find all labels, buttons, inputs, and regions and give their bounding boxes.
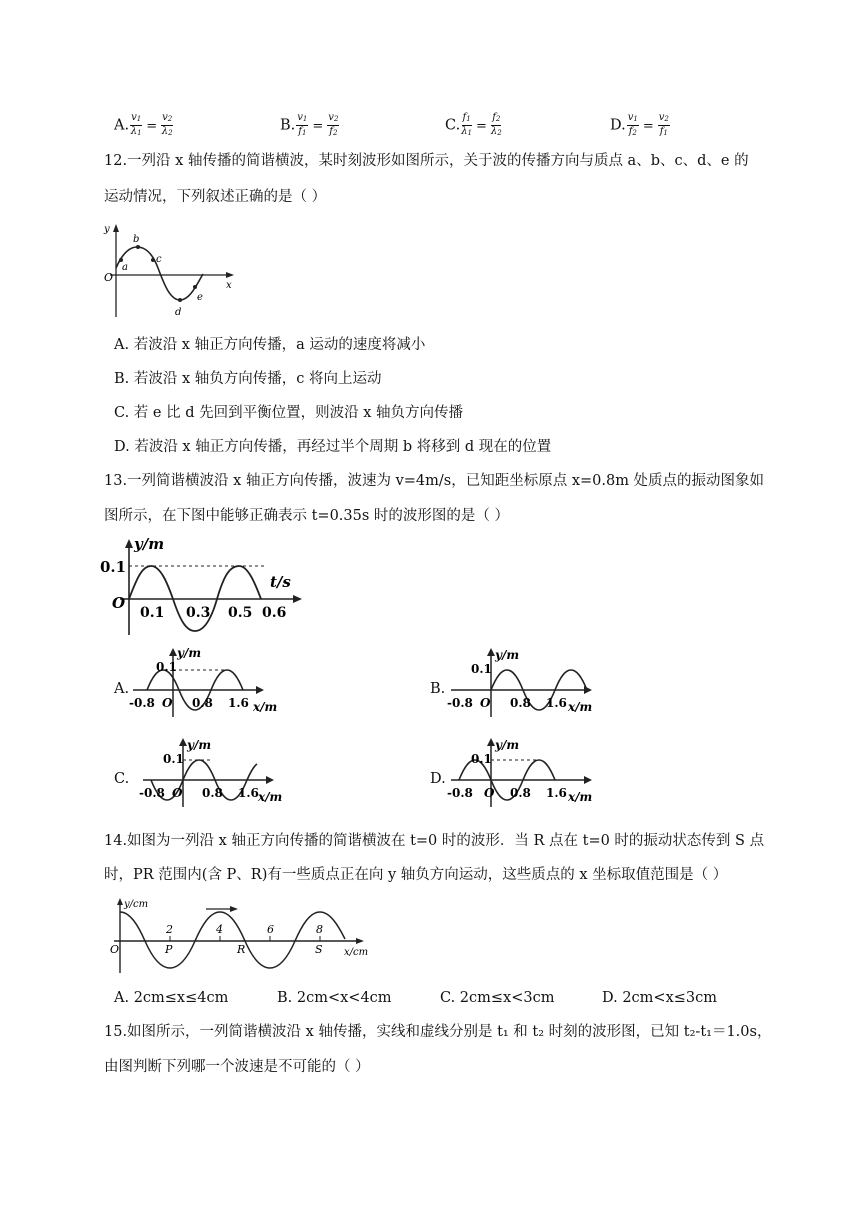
q12-point-d bbox=[178, 298, 182, 302]
q12-y-arrow bbox=[113, 224, 119, 232]
q12-stem-line1: 12.一列沿 x 轴传播的简谐横波，某时刻波形如图所示，关于波的传播方向与质点 a、b、c、d、e 的 bbox=[104, 153, 749, 169]
q12-option-a: A. 若波沿 x 轴正方向传播，a 运动的速度将减小 bbox=[114, 337, 426, 353]
label-q13-option_fig-ylabel: y/m bbox=[495, 738, 520, 752]
figure-polygon bbox=[487, 738, 495, 746]
label-q13-option_fig-ticks-1: 0.8 bbox=[192, 696, 213, 710]
q13-main-tick-0.1: 0.1 bbox=[140, 605, 165, 621]
q13-main-tick-0.6: 0.6 bbox=[262, 605, 287, 621]
label-q13-option_fig-amp: 0.1 bbox=[471, 752, 492, 766]
q13-option-d-label: D. bbox=[430, 771, 446, 787]
label-q13-option_fig-xlabel: x/m bbox=[568, 700, 593, 714]
label-q14-fig-r: R bbox=[237, 943, 246, 956]
label-q13-option_fig-o: O bbox=[162, 696, 173, 710]
q15-stem-line1: 15.如图所示，一列简谐横波沿 x 轴传播，实线和虚线分别是 t₁ 和 t₂ 时刻的波形图，已知 t₂-t₁＝1.0s， bbox=[104, 1024, 772, 1040]
q12-origin-label: O bbox=[104, 271, 114, 284]
label-q14-fig-ticks-2: 6 bbox=[267, 923, 274, 936]
label-q13-option_fig-amp: 0.1 bbox=[471, 662, 492, 676]
label-q14-fig-s: S bbox=[315, 943, 323, 956]
q14-option-b: B. 2cm<x<4cm bbox=[277, 990, 392, 1006]
label-q13-option_fig-ylabel: y/m bbox=[187, 738, 212, 752]
label-q13-option_fig-ticks-0: -0.8 bbox=[139, 786, 165, 800]
q12-label-b: b bbox=[133, 234, 140, 245]
q11-option-c: C. $\frac{f_1}{\lambda_1}$ = $\frac{f_2}{\lambda_2}$ bbox=[445, 112, 502, 137]
label-q13-option_fig-ticks-2: 1.6 bbox=[238, 786, 259, 800]
q13-main-ylabel: y/m bbox=[134, 535, 165, 553]
label-q14-fig-ticks-0: 2 bbox=[166, 923, 173, 936]
label-q14-fig-ylabel: y/cm bbox=[124, 899, 149, 910]
figure-path bbox=[120, 912, 345, 968]
q12-label-c: c bbox=[156, 254, 162, 265]
q13-main-tick-0.5: 0.5 bbox=[228, 605, 253, 621]
label-q13-option_fig-xlabel: x/m bbox=[253, 700, 278, 714]
figure-polygon bbox=[256, 686, 264, 694]
q14-option-c: C. 2cm≤x<3cm bbox=[440, 990, 555, 1006]
q14-wave-figure bbox=[104, 895, 379, 975]
figure-polygon bbox=[356, 938, 364, 944]
q11-option-b: B. $\frac{v_1}{f_1}$ = $\frac{v_2}{f_2}$ bbox=[280, 112, 339, 137]
figure-polygon bbox=[487, 648, 495, 656]
label-q14-fig-p: P bbox=[165, 943, 173, 956]
figure-polygon bbox=[179, 738, 187, 746]
q12-label-e: e bbox=[197, 292, 203, 303]
q13-stem-line2: 图所示，在下图中能够正确表示 t=0.35s 时的波形图的是（ ） bbox=[104, 508, 510, 524]
label-q13-option_fig-ylabel: y/m bbox=[177, 646, 202, 660]
label-q13-option_fig-ticks-0: -0.8 bbox=[447, 696, 473, 710]
q12-option-b: B. 若波沿 x 轴负方向传播，c 将向上运动 bbox=[114, 371, 382, 387]
label-q13-option_fig-o: O bbox=[172, 786, 183, 800]
label-q14-fig-xlabel: x/cm bbox=[344, 947, 369, 958]
label-q13-option_fig-ticks-1: 0.8 bbox=[510, 786, 531, 800]
q14-option-d: D. 2cm<x≤3cm bbox=[602, 990, 717, 1006]
q13-option-b-label: B. bbox=[430, 681, 446, 697]
q11-option-a: A. $\frac{v_1}{\lambda_1}$ = $\frac{v_2}{\lambda_2}$ bbox=[114, 112, 173, 137]
figure-polygon bbox=[125, 539, 133, 548]
q12-option-c: C. 若 e 比 d 先回到平衡位置，则波沿 x 轴负方向传播 bbox=[114, 405, 463, 421]
label-q13-option_fig-xlabel: x/m bbox=[568, 790, 593, 804]
label-q13-option_fig-ylabel: y/m bbox=[495, 648, 520, 662]
q11-option-d: D. $\frac{v_1}{f_2}$ = $\frac{v_2}{f_1}$ bbox=[610, 112, 669, 137]
label-q13-option_fig-xlabel: x/m bbox=[258, 790, 283, 804]
q13-main-origin: O bbox=[112, 594, 126, 612]
q12-x-arrow bbox=[226, 272, 234, 278]
figure-polygon bbox=[266, 776, 274, 784]
q12-point-b bbox=[136, 245, 140, 249]
q14-stem-line1: 14.如图为一列沿 x 轴正方向传播的简谐横波在 t=0 时的波形．当 R 点在 t=0 时的振动状态传到 S 点 bbox=[104, 833, 765, 849]
q12-point-c bbox=[151, 258, 155, 262]
label-q13-option_fig-ticks-2: 1.6 bbox=[228, 696, 249, 710]
figure-polygon bbox=[293, 595, 302, 603]
q13-option-d-graph bbox=[446, 735, 606, 810]
q12-point-e bbox=[193, 285, 197, 289]
q14-option-a: A. 2cm≤x≤4cm bbox=[114, 990, 229, 1006]
q13-option-a-graph bbox=[128, 645, 288, 720]
figure-polygon bbox=[169, 648, 177, 656]
label-q13-option_fig-o: O bbox=[480, 696, 491, 710]
figure-polygon bbox=[117, 898, 123, 905]
q12-x-label: x bbox=[226, 280, 232, 291]
q13-option-a-label: A. bbox=[114, 681, 130, 697]
label-q13-option_fig-o: O bbox=[484, 786, 495, 800]
label-q13-option_fig-ticks-2: 1.6 bbox=[546, 786, 567, 800]
label-q13-option_fig-ticks-0: -0.8 bbox=[447, 786, 473, 800]
q13-option-b-graph bbox=[446, 645, 606, 720]
q12-label-a: a bbox=[122, 262, 128, 273]
label-q13-option_fig-ticks-0: -0.8 bbox=[129, 696, 155, 710]
q13-stem-line1: 13.一列简谐横波沿 x 轴正方向传播，波速为 v=4m/s，已知距坐标原点 x=0.8m 处质点的振动图象如 bbox=[104, 473, 765, 489]
label-q13-option_fig-amp: 0.1 bbox=[156, 660, 177, 674]
q12-label-d: d bbox=[175, 307, 182, 318]
q13-main-tick-0.3: 0.3 bbox=[186, 605, 211, 621]
label-q13-option_fig-ticks-1: 0.8 bbox=[510, 696, 531, 710]
q15-stem-line2: 由图判断下列哪一个波速是不可能的（ ） bbox=[104, 1059, 370, 1075]
figure-polygon bbox=[584, 776, 592, 784]
q13-main-xlabel: t/s bbox=[270, 573, 291, 591]
figure-polygon bbox=[230, 906, 238, 912]
label-q14-fig-ticks-3: 8 bbox=[316, 923, 323, 936]
q12-stem-line2: 运动情况，下列叙述正确的是（ ） bbox=[104, 189, 327, 205]
q13-option-c-label: C. bbox=[114, 771, 130, 787]
q13-vibration-graph bbox=[98, 535, 308, 640]
label-q13-option_fig-ticks-2: 1.6 bbox=[546, 696, 567, 710]
q12-wave-figure bbox=[100, 222, 240, 322]
label-q14-fig-o: O bbox=[110, 943, 120, 956]
q13-option-c-graph bbox=[138, 735, 298, 810]
q13-main-amp: 0.1 bbox=[100, 558, 127, 576]
label-q14-fig-ticks-1: 4 bbox=[216, 923, 223, 936]
q12-option-d: D. 若波沿 x 轴正方向传播，再经过半个周期 b 将移到 d 现在的位置 bbox=[114, 439, 552, 455]
q14-stem-line2: 时，PR 范围内(含 P、R)有一些质点正在向 y 轴负方向运动，这些质点的 x 坐标取值范围是（ ） bbox=[104, 867, 728, 883]
label-q13-option_fig-amp: 0.1 bbox=[163, 752, 184, 766]
label-q13-option_fig-ticks-1: 0.8 bbox=[202, 786, 223, 800]
q12-y-label: y bbox=[104, 224, 110, 235]
